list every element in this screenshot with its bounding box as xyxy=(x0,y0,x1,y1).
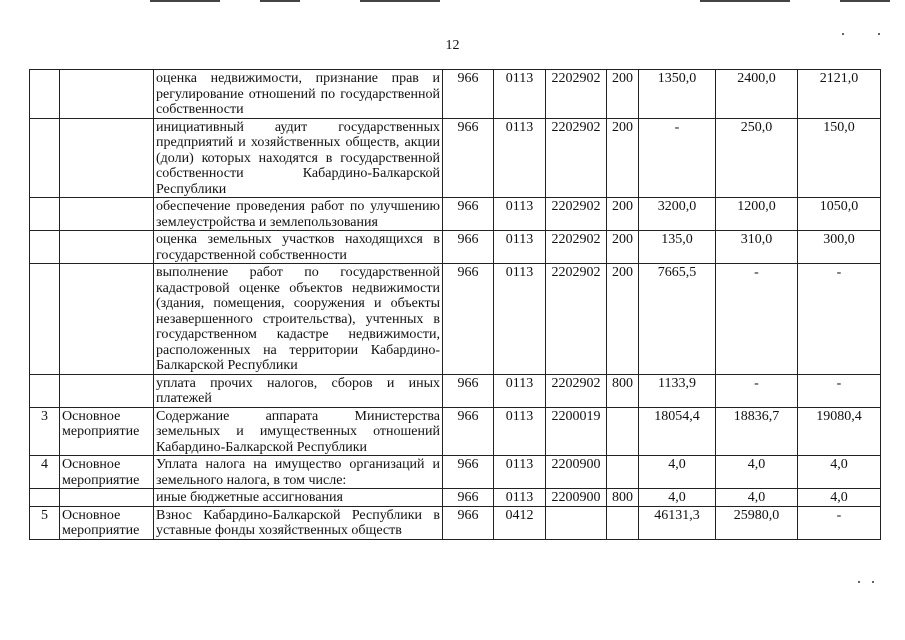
cell-amount-year-3: 300,0 xyxy=(798,231,881,264)
table-row xyxy=(30,489,881,507)
budget-table xyxy=(29,69,881,540)
cell-event-kind xyxy=(60,489,154,507)
cell-event-kind xyxy=(60,264,154,375)
cell-section-code: 0113 xyxy=(494,456,546,489)
cell-expense-type-code xyxy=(607,407,639,456)
cell-target-code: 2202902 xyxy=(546,118,607,198)
cell-section-code: 0412 xyxy=(494,506,546,539)
cell-expense-type-code: 200 xyxy=(607,70,639,119)
cell-description: выполнение работ по государственной кадастровой оценке объектов недвижимости (здания, помещения, сооружения и объекты незавершенного строительства), учтенных в государственном кадастре недвижимости, расположенных на территории Кабардино-Балкарской Республики xyxy=(154,264,443,375)
cell-number xyxy=(30,70,60,119)
table-row xyxy=(30,506,881,539)
cell-event-kind xyxy=(60,198,154,231)
cell-number xyxy=(30,489,60,507)
cell-section-code: 0113 xyxy=(494,489,546,507)
cell-amount-year-1: 46131,3 xyxy=(639,506,716,539)
cell-event-kind: Основное мероприятие xyxy=(60,506,154,539)
cell-expense-type-code: 200 xyxy=(607,118,639,198)
cell-amount-year-2: 250,0 xyxy=(716,118,798,198)
cell-grbs-code: 966 xyxy=(443,374,494,407)
cell-amount-year-1: 4,0 xyxy=(639,456,716,489)
cell-description: Взнос Кабардино-Балкарской Республики в уставные фонды хозяйственных обществ xyxy=(154,506,443,539)
cell-amount-year-2: 4,0 xyxy=(716,489,798,507)
cell-target-code: 2202902 xyxy=(546,198,607,231)
table-row xyxy=(30,70,881,119)
cell-expense-type-code: 200 xyxy=(607,198,639,231)
table-row xyxy=(30,198,881,231)
cell-grbs-code: 966 xyxy=(443,456,494,489)
cell-description: Содержание аппарата Министерства земельных и имущественных отношений Кабардино-Балкарской Республики xyxy=(154,407,443,456)
cell-grbs-code: 966 xyxy=(443,407,494,456)
table-row xyxy=(30,264,881,375)
cell-event-kind xyxy=(60,231,154,264)
cell-number: 3 xyxy=(30,407,60,456)
cell-expense-type-code: 200 xyxy=(607,231,639,264)
cell-number xyxy=(30,198,60,231)
cell-description: уплата прочих налогов, сборов и иных платежей xyxy=(154,374,443,407)
table-row xyxy=(30,231,881,264)
page-number: 12 xyxy=(445,38,460,53)
cell-number: 5 xyxy=(30,506,60,539)
cell-amount-year-3: 4,0 xyxy=(798,456,881,489)
cell-target-code: 2202902 xyxy=(546,264,607,375)
cell-event-kind: Основное мероприятие xyxy=(60,407,154,456)
cell-amount-year-2: 18836,7 xyxy=(716,407,798,456)
cell-description: Уплата налога на имущество организаций и земельного налога, в том числе: xyxy=(154,456,443,489)
cell-target-code: 2200900 xyxy=(546,489,607,507)
cell-amount-year-3: 4,0 xyxy=(798,489,881,507)
cell-section-code: 0113 xyxy=(494,407,546,456)
scan-artifact-top xyxy=(0,0,905,3)
cell-number xyxy=(30,231,60,264)
cell-grbs-code: 966 xyxy=(443,231,494,264)
cell-expense-type-code xyxy=(607,456,639,489)
cell-amount-year-1: 18054,4 xyxy=(639,407,716,456)
cell-target-code xyxy=(546,506,607,539)
cell-section-code: 0113 xyxy=(494,231,546,264)
cell-amount-year-2: 1200,0 xyxy=(716,198,798,231)
cell-amount-year-2: - xyxy=(716,374,798,407)
cell-amount-year-1: 1350,0 xyxy=(639,70,716,119)
cell-expense-type-code: 800 xyxy=(607,374,639,407)
cell-target-code: 2200900 xyxy=(546,456,607,489)
cell-amount-year-2: 25980,0 xyxy=(716,506,798,539)
cell-expense-type-code: 800 xyxy=(607,489,639,507)
cell-amount-year-1: 135,0 xyxy=(639,231,716,264)
table-body xyxy=(30,70,881,540)
cell-section-code: 0113 xyxy=(494,198,546,231)
cell-amount-year-3: - xyxy=(798,264,881,375)
cell-event-kind xyxy=(60,118,154,198)
cell-grbs-code: 966 xyxy=(443,70,494,119)
cell-number: 4 xyxy=(30,456,60,489)
cell-event-kind xyxy=(60,70,154,119)
cell-grbs-code: 966 xyxy=(443,118,494,198)
cell-target-code: 2202902 xyxy=(546,231,607,264)
cell-section-code: 0113 xyxy=(494,118,546,198)
cell-description: инициативный аудит государственных предприятий и хозяйственных обществ, акции (доли) которых находятся в государственной собственности Кабардино-Балкарской Республики xyxy=(154,118,443,198)
cell-amount-year-1: 4,0 xyxy=(639,489,716,507)
table-row xyxy=(30,118,881,198)
cell-amount-year-3: 1050,0 xyxy=(798,198,881,231)
cell-grbs-code: 966 xyxy=(443,198,494,231)
cell-event-kind: Основное мероприятие xyxy=(60,456,154,489)
scan-speck xyxy=(842,33,844,35)
cell-description: оценка недвижимости, признание прав и регулирование отношений по государственной собственности xyxy=(154,70,443,119)
cell-number xyxy=(30,374,60,407)
cell-target-code: 2202902 xyxy=(546,70,607,119)
cell-grbs-code: 966 xyxy=(443,489,494,507)
cell-number xyxy=(30,264,60,375)
cell-amount-year-3: - xyxy=(798,374,881,407)
cell-target-code: 2200019 xyxy=(546,407,607,456)
cell-amount-year-2: 310,0 xyxy=(716,231,798,264)
cell-expense-type-code: 200 xyxy=(607,264,639,375)
cell-section-code: 0113 xyxy=(494,374,546,407)
cell-grbs-code: 966 xyxy=(443,264,494,375)
table-row xyxy=(30,456,881,489)
cell-amount-year-2: - xyxy=(716,264,798,375)
cell-amount-year-2: 4,0 xyxy=(716,456,798,489)
cell-event-kind xyxy=(60,374,154,407)
cell-amount-year-3: 150,0 xyxy=(798,118,881,198)
table-row xyxy=(30,374,881,407)
cell-section-code: 0113 xyxy=(494,264,546,375)
cell-amount-year-3: 19080,4 xyxy=(798,407,881,456)
cell-grbs-code: 966 xyxy=(443,506,494,539)
cell-amount-year-1: - xyxy=(639,118,716,198)
cell-expense-type-code xyxy=(607,506,639,539)
cell-target-code: 2202902 xyxy=(546,374,607,407)
cell-amount-year-3: - xyxy=(798,506,881,539)
cell-description: обеспечение проведения работ по улучшению землеустройства и землепользования xyxy=(154,198,443,231)
cell-amount-year-1: 3200,0 xyxy=(639,198,716,231)
cell-section-code: 0113 xyxy=(494,70,546,119)
cell-description: оценка земельных участков находящихся в государственной собственности xyxy=(154,231,443,264)
scan-speck xyxy=(858,581,860,583)
cell-amount-year-1: 7665,5 xyxy=(639,264,716,375)
scan-speck xyxy=(872,581,874,583)
cell-description: иные бюджетные ассигнования xyxy=(154,489,443,507)
cell-amount-year-1: 1133,9 xyxy=(639,374,716,407)
cell-amount-year-2: 2400,0 xyxy=(716,70,798,119)
scan-speck xyxy=(878,33,880,35)
cell-amount-year-3: 2121,0 xyxy=(798,70,881,119)
table-row xyxy=(30,407,881,456)
cell-number xyxy=(30,118,60,198)
